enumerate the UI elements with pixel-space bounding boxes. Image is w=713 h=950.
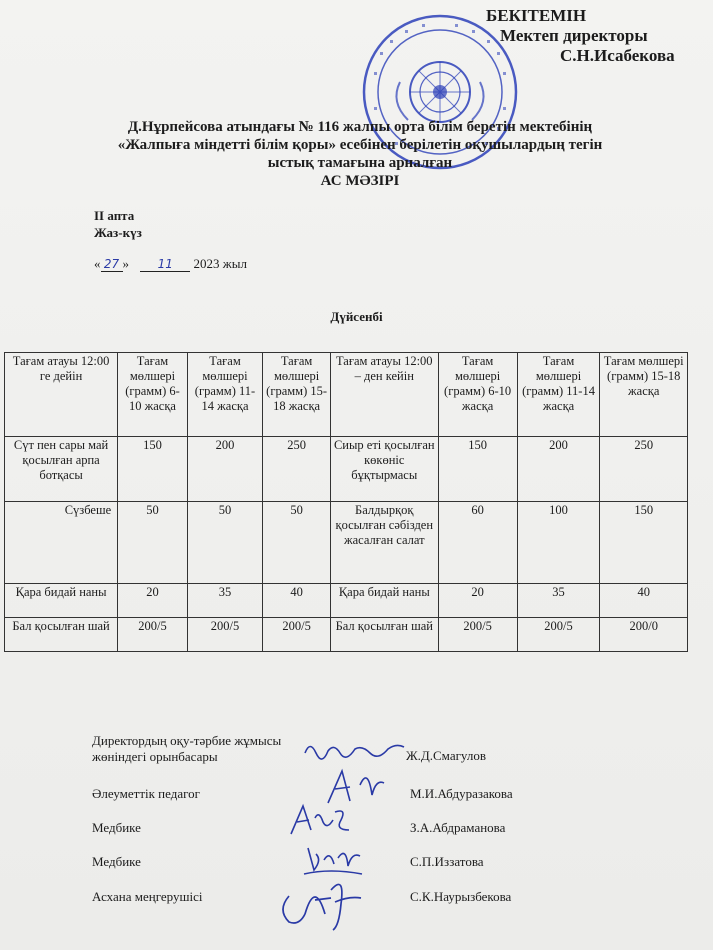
table-cell: 150 <box>600 502 688 584</box>
table-cell: Сиыр еті қосылған көкөніс бұқтырмасы <box>331 437 439 502</box>
week-label: ІІ апта <box>94 208 135 223</box>
day-name: Дүйсенбі <box>330 309 383 324</box>
table-row <box>5 584 688 618</box>
table-cell: 20 <box>438 584 517 618</box>
header-cell: Тағам мөлшері (грамм) 15-18 жасқа <box>600 353 688 437</box>
date-open-quote: « <box>94 256 101 271</box>
table-cell: 200/5 <box>263 618 331 652</box>
table-cell: 50 <box>118 502 188 584</box>
date-year-suffix: жыл <box>222 256 247 271</box>
title-line-4: АС МӘЗІРІ <box>320 173 400 189</box>
table-cell: 200/0 <box>600 618 688 652</box>
approval-heading: БЕКІТЕМІН <box>486 6 587 25</box>
table-cell: 50 <box>187 502 262 584</box>
menu-meta <box>94 207 142 241</box>
header-cell: Тағам мөлшері (грамм) 6-10 жасқа <box>438 353 517 437</box>
table-header-row <box>5 353 688 437</box>
header-cell: Тағам атауы 12:00 – ден кейін <box>331 353 439 437</box>
table-cell: 250 <box>263 437 331 502</box>
header-cell: Тағам мөлшері (грамм) 11-14 жасқа <box>187 353 262 437</box>
signature-name-deputy: Ж.Д.Смагулов <box>406 748 486 763</box>
title-line-3: ыстық тамағына арналған <box>267 155 453 171</box>
table-cell: 200 <box>517 437 600 502</box>
handwritten-signature-3 <box>285 800 355 840</box>
title-line-1: Д.Нұрпейсова атындағы № 116 жалпы орта білім беретін мектебінің <box>127 119 593 135</box>
table-cell: Балдырқоқ қосылған сәбізден жасалған салат <box>331 502 439 584</box>
signature-role-canteen-head: Асхана меңгерушісі <box>92 889 203 904</box>
signature-name-canteen-head: С.К.Наурызбекова <box>410 889 512 904</box>
date-close-quote: » <box>122 256 129 271</box>
signature-name-nurse-2: С.П.Иззатова <box>410 854 484 869</box>
table-cell: 40 <box>600 584 688 618</box>
table-cell: 200/5 <box>517 618 600 652</box>
signature-role-nurse-1: Медбике <box>92 820 141 835</box>
header-cell: Тағам мөлшері (грамм) 15-18 жасқа <box>263 353 331 437</box>
table-cell: 20 <box>118 584 188 618</box>
header-cell: Тағам мөлшері (грамм) 6-10 жасқа <box>118 353 188 437</box>
date-month: 11 <box>140 257 190 272</box>
header-cell: Тағам мөлшері (грамм) 11-14 жасқа <box>517 353 600 437</box>
approval-block <box>460 6 710 66</box>
table-cell: 200/5 <box>118 618 188 652</box>
handwritten-signature-1 <box>300 735 410 765</box>
date-year: 2023 <box>193 256 220 271</box>
approval-name: С.Н.Исабекова <box>560 46 675 65</box>
title-line-2: «Жалпыға міндетті білім қоры» есебінен берілетін оқушылардың тегін <box>117 137 603 153</box>
signature-role-social-pedagog: Әлеуметтік педагог <box>92 786 200 801</box>
document-title <box>60 118 660 190</box>
table-cell: Қара бидай наны <box>5 584 118 618</box>
menu-table <box>4 352 688 652</box>
table-cell: 250 <box>600 437 688 502</box>
table-cell: 150 <box>118 437 188 502</box>
table-cell: 100 <box>517 502 600 584</box>
approval-position: Мектеп директоры <box>500 26 648 45</box>
header-cell: Тағам атауы 12:00 ге дейін <box>5 353 118 437</box>
table-cell: 60 <box>438 502 517 584</box>
table-cell: Бал қосылған шай <box>331 618 439 652</box>
table-cell: 35 <box>187 584 262 618</box>
handwritten-signature-5 <box>275 870 365 932</box>
table-cell: Сүт пен сары май қосылған арпа ботқасы <box>5 437 118 502</box>
season-label: Жаз-күз <box>94 225 142 240</box>
table-cell: 200/5 <box>438 618 517 652</box>
signature-role-nurse-2: Медбике <box>92 854 141 869</box>
table-row <box>5 437 688 502</box>
signature-role-deputy: Директордың оқу-тәрбие жұмысы жөніндегі орынбасары <box>92 733 282 764</box>
table-cell: 35 <box>517 584 600 618</box>
table-row <box>5 618 688 652</box>
table-cell: Сүзбеше <box>5 502 118 584</box>
table-cell: 200 <box>187 437 262 502</box>
table-cell: 150 <box>438 437 517 502</box>
table-row <box>5 502 688 584</box>
table-cell: Қара бидай наны <box>331 584 439 618</box>
table-cell: 40 <box>263 584 331 618</box>
signature-name-nurse-1: З.А.Абдраманова <box>410 820 506 835</box>
table-cell: Бал қосылған шай <box>5 618 118 652</box>
date-line <box>94 256 247 272</box>
date-day: 27 <box>101 257 123 272</box>
signature-name-social-pedagog: М.И.Абдуразакова <box>410 786 513 801</box>
table-cell: 200/5 <box>187 618 262 652</box>
table-cell: 50 <box>263 502 331 584</box>
